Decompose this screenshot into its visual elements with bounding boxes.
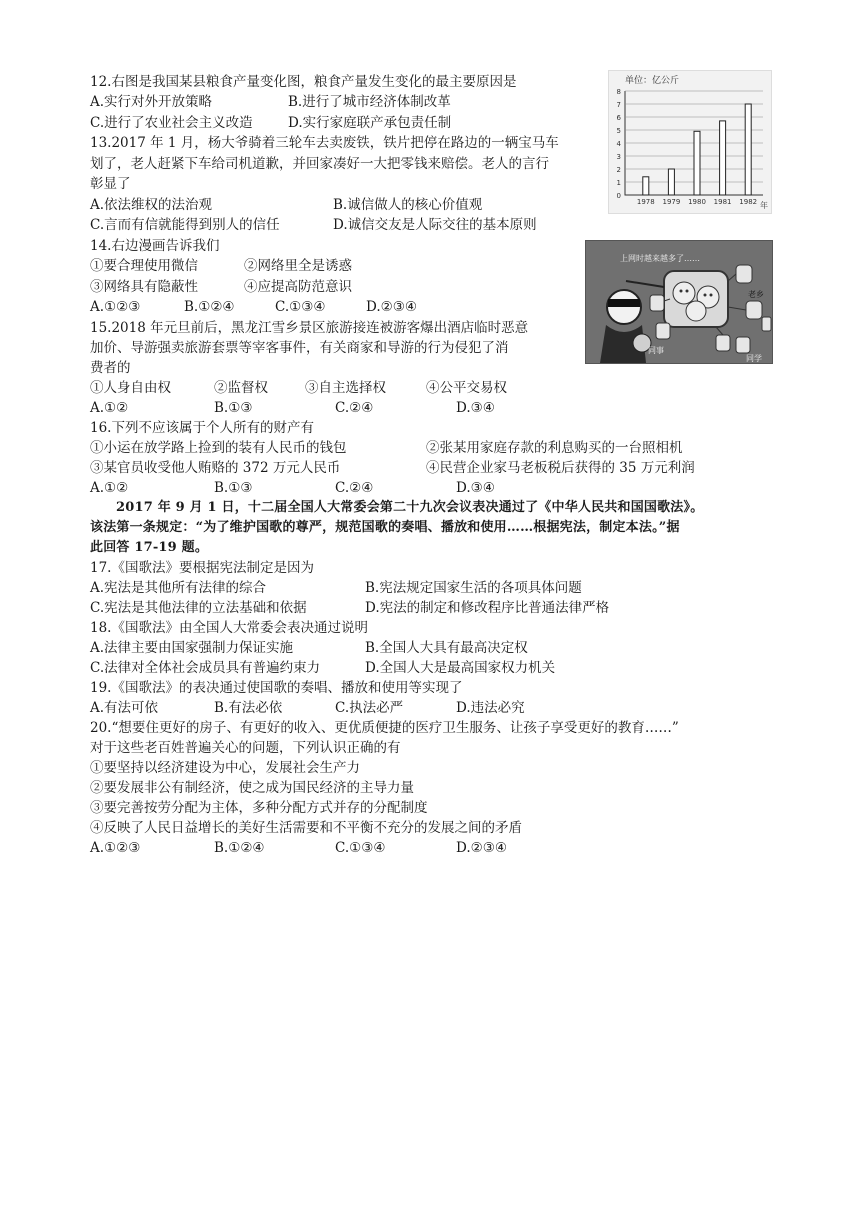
chart-ytick-label: 7 [616, 101, 621, 109]
q15-item-4: ④公平交易权 [426, 380, 507, 396]
q19-option-c: C.执法必严 [335, 700, 404, 716]
chart-bar-1978 [643, 177, 649, 195]
q13-option-c: C.言而有信就能得到别人的信任 [90, 217, 280, 233]
online-dating-cartoon [585, 240, 773, 364]
q14-option-a: A.①②③ [90, 299, 141, 315]
q16-item-1: ①小运在放学路上捡到的装有人民币的钱包 [90, 440, 347, 456]
q13-option-a: A.依法维权的法治观 [90, 197, 213, 213]
q19-option-a: A.有法可依 [90, 700, 159, 716]
q15-option-b: B.①③ [214, 400, 253, 416]
chart-ytick-label: 0 [616, 192, 621, 200]
chart-unit-label: 单位：亿公斤 [625, 76, 680, 86]
q15-item-3: ③自主选择权 [305, 380, 386, 396]
chart-xtick-label: 1980 [688, 198, 706, 206]
q18-stem: 18.《国歌法》由全国人大常委会表决通过说明 [90, 620, 368, 636]
q13-stem-line1: 13.2017 年 1 月，杨大爷骑着三轮车去卖废铁，铁片把停在路边的一辆宝马车 [90, 135, 559, 151]
q16-option-a: A.①② [90, 480, 129, 496]
cartoon-label-tongxue: 同学 [746, 354, 762, 363]
q16-option-c: C.②④ [335, 480, 374, 496]
q15-stem-line1: 15.2018 年元旦前后，黑龙江雪乡景区旅游接连被游客爆出酒店临时恶意 [90, 320, 529, 336]
q20-item-4: ④反映了人民日益增长的美好生活需要和不平衡不充分的发展之间的矛盾 [90, 820, 522, 836]
chart-bar-1980 [694, 131, 700, 195]
q13-option-b: B.诚信做人的核心价值观 [333, 197, 483, 213]
chart-year-suffix: 年 [760, 201, 768, 210]
q20-item-1: ①要坚持以经济建设为中心，发展社会生产力 [90, 760, 360, 776]
q17-option-d: D.宪法的制定和修改程序比普通法律严格 [365, 600, 610, 616]
q14-item-4: ④应提高防范意识 [244, 279, 352, 295]
chart-xtick-label: 1979 [662, 198, 681, 206]
chart-xtick-label: 1978 [636, 198, 655, 206]
q14-option-b: B.①②④ [184, 299, 235, 315]
q16-option-d: D.③④ [456, 480, 495, 496]
chart-ytick-label: 6 [616, 114, 621, 122]
q20-stem-line2: 对于这些老百姓普遍关心的问题，下列认识正确的有 [90, 740, 401, 756]
q18-option-c: C.法律对全体社会成员具有普遍约束力 [90, 660, 321, 676]
q12-stem: 12.右图是我国某县粮食产量变化图，粮食产量发生变化的最主要原因是 [90, 74, 517, 90]
q18-option-b: B.全国人大具有最高决定权 [365, 640, 528, 656]
q19-stem: 19.《国歌法》的表决通过使国歌的奏唱、播放和使用等实现了 [90, 680, 463, 696]
q19-option-d: D.违法必究 [456, 700, 525, 716]
chart-bar-1982 [745, 104, 751, 195]
q15-option-d: D.③④ [456, 400, 495, 416]
material-line3: 此回答 17-19 题。 [90, 540, 209, 555]
q16-item-2: ②张某用家庭存款的利息购买的一台照相机 [426, 440, 683, 456]
q16-stem: 16.下列不应该属于个人所有的财产有 [90, 420, 314, 436]
q14-stem: 14.右边漫画告诉我们 [90, 238, 220, 254]
q17-option-c: C.宪法是其他法律的立法基础和依据 [90, 600, 307, 616]
q18-option-d: D.全国人大是最高国家权力机关 [365, 660, 556, 676]
q19-option-b: B.有法必依 [214, 700, 283, 716]
q16-item-3: ③某官员收受他人贿赂的 372 万元人民币 [90, 460, 341, 476]
cartoon-caption: 上网时越来越多了…… [620, 254, 700, 263]
cartoon-label-tongshi: 同事 [648, 346, 664, 355]
q18-option-a: A.法律主要由国家强制力保证实施 [90, 640, 294, 656]
q12-option-a: A.实行对外开放策略 [90, 94, 213, 110]
q14-item-3: ③网络具有隐蔽性 [90, 279, 198, 295]
q13-stem-line3: 彰显了 [90, 176, 131, 192]
grain-output-chart [608, 70, 772, 214]
q20-stem-line1: 20.“想要住更好的房子、有更好的收入、更优质便捷的医疗卫生服务、让孩子享受更好的教育……” [90, 720, 679, 736]
q14-option-c: C.①③④ [275, 299, 326, 315]
grain-output-chart-svg [609, 71, 771, 213]
chart-bar-1979 [668, 169, 674, 195]
chart-ytick-label: 2 [616, 166, 621, 174]
q13-option-d: D.诚信交友是人际交往的基本原则 [333, 217, 537, 233]
q15-stem-line3: 费者的 [90, 360, 131, 376]
q14-item-1: ①要合理使用微信 [90, 258, 198, 274]
q15-stem-line2: 加价、导游强卖旅游套票等宰客事件，有关商家和导游的行为侵犯了消 [90, 340, 509, 356]
q20-option-d: D.②③④ [456, 840, 507, 856]
q12-option-b: B.进行了城市经济体制改革 [288, 94, 451, 110]
q12-option-d: D.实行家庭联产承包责任制 [288, 115, 452, 131]
chart-ytick-label: 8 [616, 88, 621, 96]
phone-screen-icon [664, 271, 728, 327]
q20-option-c: C.①③④ [335, 840, 386, 856]
q14-item-2: ②网络里全是诱惑 [244, 258, 352, 274]
q15-option-a: A.①② [90, 400, 129, 416]
chart-ytick-label: 1 [616, 179, 621, 187]
q20-item-2: ②要发展非公有制经济，使之成为国民经济的主导力量 [90, 780, 414, 796]
q20-option-b: B.①②④ [214, 840, 265, 856]
q17-stem: 17.《国歌法》要根据宪法制定是因为 [90, 560, 314, 576]
q17-option-b: B.宪法规定国家生活的各项具体问题 [365, 580, 582, 596]
q15-item-1: ①人身自由权 [90, 380, 171, 396]
q15-item-2: ②监督权 [214, 380, 268, 396]
q20-option-a: A.①②③ [90, 840, 141, 856]
q15-option-c: C.②④ [335, 400, 374, 416]
q17-option-a: A.宪法是其他所有法律的综合 [90, 580, 267, 596]
q16-option-b: B.①③ [214, 480, 253, 496]
q13-stem-line2: 划了，老人赶紧下车给司机道歉，并回家凑好一大把零钱来赔偿。老人的言行 [90, 156, 549, 172]
material-line2: 该法第一条规定：“为了维护国歌的尊严，规范国歌的奏唱、播放和使用……根据宪法，制定本法。”据 [90, 520, 680, 535]
chart-ytick-label: 5 [616, 127, 621, 135]
chart-bar-1981 [720, 121, 726, 195]
q16-item-4: ④民营企业家马老板税后获得的 35 万元利润 [426, 460, 695, 476]
q12-option-c: C.进行了农业社会主义改造 [90, 115, 253, 131]
q14-option-d: D.②③④ [366, 299, 417, 315]
chart-ytick-label: 4 [616, 140, 621, 148]
chart-xtick-label: 1982 [739, 198, 758, 206]
q20-item-3: ③要完善按劳分配为主体，多种分配方式并存的分配制度 [90, 800, 428, 816]
chart-ytick-label: 3 [616, 153, 621, 161]
material-line1: 2017 年 9 月 1 日，十二届全国人大常委会第二十九次会议表决通过了《中华人民共和国国歌法》。 [116, 500, 704, 515]
chart-xtick-label: 1981 [713, 198, 732, 206]
cartoon-label-laoxiang: 老乡 [748, 290, 764, 299]
cartoon-illustration [586, 241, 772, 363]
